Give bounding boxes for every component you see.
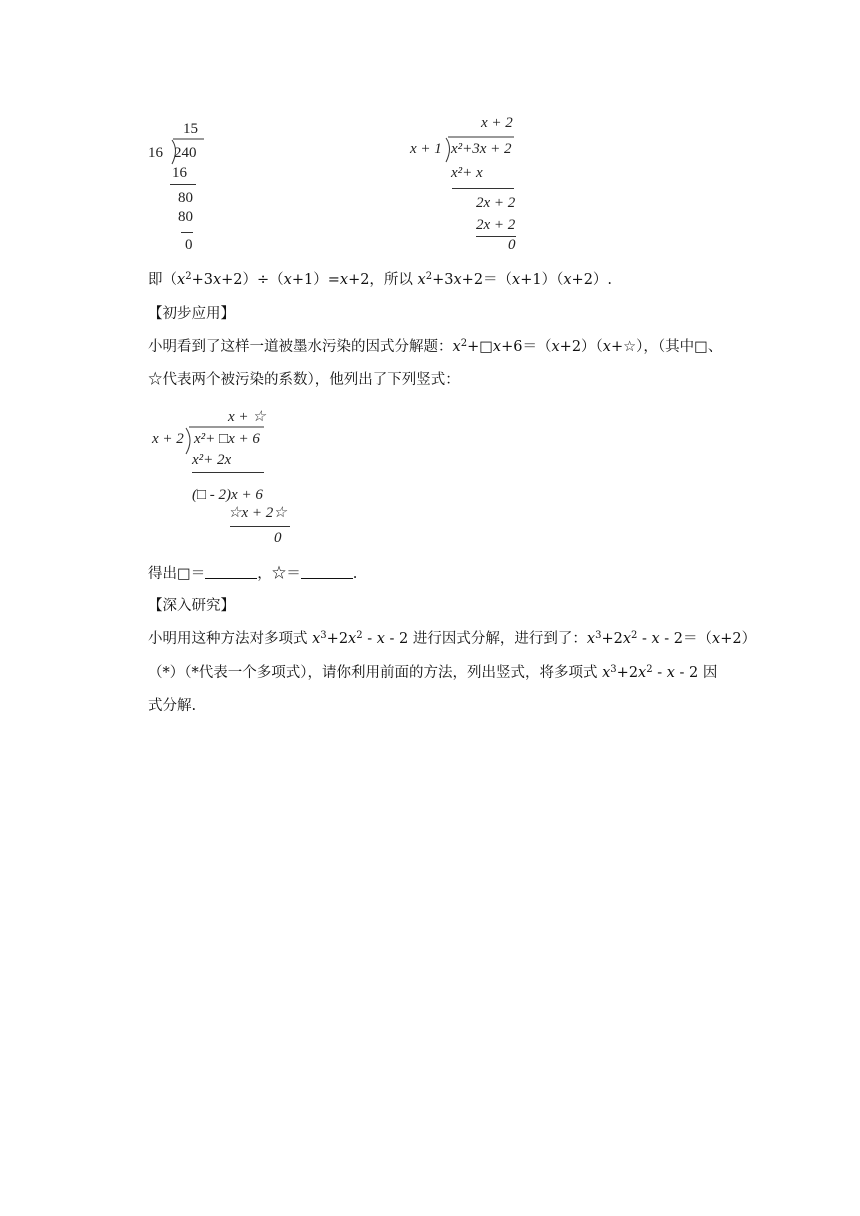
poly-step2: 2x + 2	[476, 217, 516, 233]
section1-line2: ☆代表两个被污染的系数），他列出了下列竖式：	[148, 372, 460, 388]
ink-remainder-final: 0	[274, 530, 282, 546]
ink-step1: x²+ 2x	[192, 452, 232, 468]
numeric-divisor: 16	[148, 145, 163, 161]
ink-remainder1: (□ - 2)x + 6	[192, 487, 263, 503]
poly-step1: x²+ x	[451, 165, 483, 181]
numeric-long-division	[148, 120, 218, 255]
numeric-dividend: 240	[174, 145, 197, 161]
answer-blank-square[interactable]	[205, 566, 257, 579]
rule-line	[181, 232, 193, 233]
poly-remainder-final: 0	[508, 237, 516, 253]
section2-line1: 小明用这种方法对多项式 $x^3+2x^2 - x - 2$ 进行因式分解，进行到了：$x^3+2x^2 - x - 2=(x+2)$	[148, 630, 757, 647]
answer-blank-star[interactable]	[301, 566, 353, 579]
poly-dividend: x²+3x + 2	[451, 141, 512, 157]
section2-line3: 式分解.	[148, 698, 197, 714]
poly-divisor: x + 1	[410, 141, 442, 157]
rule-line	[452, 188, 514, 189]
numeric-step2: 80	[178, 209, 193, 225]
polynomial-long-division	[410, 114, 530, 254]
section2-line2: （*）（*代表一个多项式），请你利用前面的方法，列出竖式，将多项式 $x^3+2x^2 - x - 2$ 因	[148, 664, 718, 681]
numeric-quotient: 15	[183, 121, 198, 137]
rule-line	[230, 526, 290, 527]
ink-long-division	[152, 408, 302, 548]
answer-line: 得出□＝ ，☆＝ .	[148, 566, 358, 582]
section-title-further: 【深入研究】	[148, 598, 235, 614]
rule-line	[170, 184, 196, 185]
numeric-step1: 16	[172, 165, 187, 181]
section-title-preliminary: 【初步应用】	[148, 306, 235, 322]
poly-remainder1: 2x + 2	[476, 195, 516, 211]
numeric-remainder1: 80	[178, 190, 193, 206]
ink-step2: ☆x + 2☆	[228, 505, 287, 521]
conclusion-line: 即$(x^2+3x+2)\div(x+1)=x+2$，所以 $x^2+3x+2=(x+1)(x+2)$.	[148, 271, 613, 288]
section1-line1: 小明看到了这样一道被墨水污染的因式分解题：$x^2+□x+6=(x+2)(x+☆)$，（其中□、	[148, 338, 723, 355]
ink-divisor: x + 2	[152, 431, 184, 447]
poly-quotient: x + 2	[481, 115, 513, 131]
rule-line	[192, 472, 264, 473]
numeric-remainder-final: 0	[185, 237, 193, 253]
ink-quotient: x + ☆	[228, 409, 266, 425]
ink-dividend: x²+ □x + 6	[194, 431, 260, 447]
